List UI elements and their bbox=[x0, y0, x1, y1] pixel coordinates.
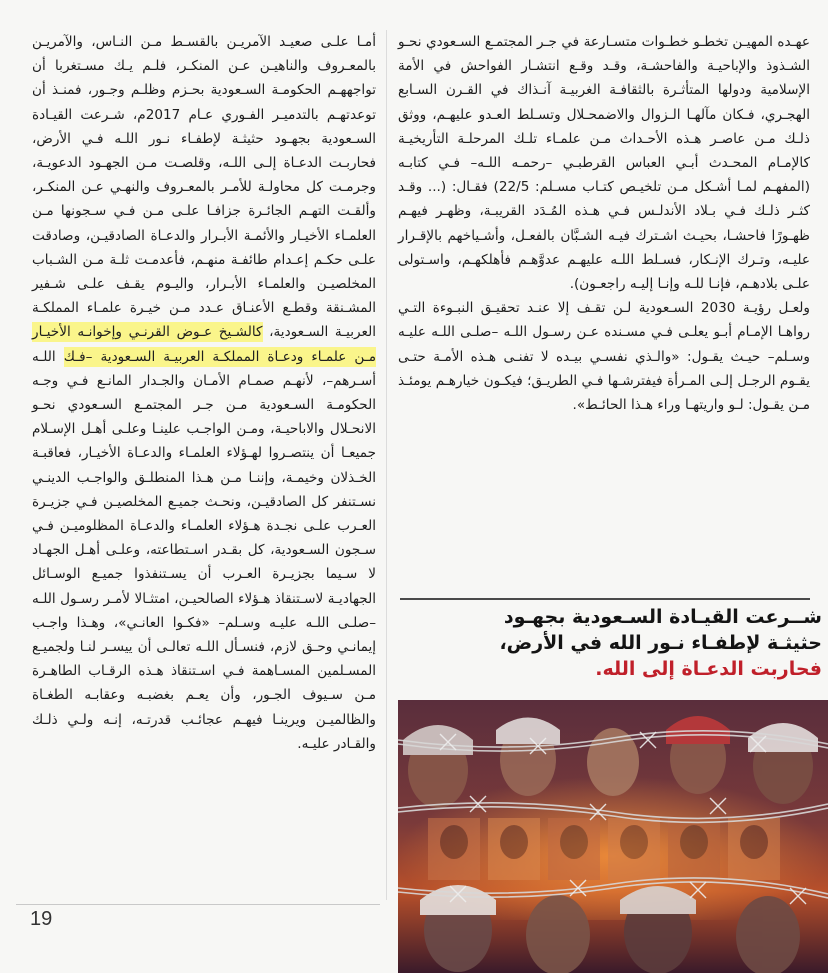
pull-quote bbox=[398, 604, 822, 682]
right-paragraph-2: ولعـل رؤيـة 2030 السـعودية لـن تقـف إلا عنـد تحقيـق النبـوءة التـي رواهـا الإمـام أبـو يعلـى فـي مسـنده عـن رسـول اللـه –صلـى اللـه عليـه وسـلم– حيـث يقـول: «والـذي نفسـي بيـده لا تفنـى هـذه الأمـة حتـى يقـوم الرجـل إلـى المـرأة فيفترشـها فـي الطريـق؛ فيكـون خيارهـم يومئـذ مـن يقـول: لـو واريتهـا وراء هـذا الحائـط». bbox=[398, 300, 810, 414]
left-text-before-highlight: أمـا علـى صعيـد الآمريـن بالقسـط مـن النـاس، والآمريـن بالمعـروف والناهيـن عـن المنكـر، فلـم يـك مسـتغربا أن تواجههـم الحكومـة السـعودية بحـزم وظلـم وجـور، فمنـذ أن توعدتهـم بالتدميـر الفـوري عـام 2017م، شـرعت القيـادة السـعودية بجهـود حثيثـة لإطفـاء نـور اللـه فـي الأرض، فحاربـت الدعـاة إلـى اللـه، وقلصـت مـن الجهـود الدعويـة، وجرمـت كل محاولـة للأمـر بالمعـروف والنهـي عـن المنكـر، وألقـت التهـم الجائـرة جزافـا علـى مـن فـي سـجونها مـن العلمـاء الأخيـار والأئمـة الأبـرار والدعـاة الصادقيـن، وصادقت علـى حكـم إعـدام طائفـة منهـم، فأعدمـت ثلـة مـن الشـباب المخلصيـن والعلمـاء الأبـرار، واليـوم يقـف علـى شـفير المشـنقة وقطـع الأعنـاق عـدد مـن خيـرة علمـاء المملكـة العربيـة السـعودية، bbox=[32, 34, 376, 341]
footer-rule bbox=[16, 904, 380, 905]
left-text-column bbox=[32, 30, 376, 756]
left-text-after-highlight: اللـه أسـرهم–، لأنهـم صمـام الأمـان والجـدار المانـع فـي وجـه الحكومـة السـعودية مـن جـر المجتمـع السـعودي نحـو الانحـلال والاباحيـة، ومـن الواجـب علينـا وعلـى أهـل الإسـلام جميعـا أن ينتصـروا لهـؤلاء العلمـاء والدعـاة الأخيـار، فعاقبـة الخـذلان وخيمـة، وإننـا مـن هـذا المنطلـق والواجـب الدينـي نسـتنفر كل الصادقيـن، ونحـث جميـع المخلصيـن فـي جزيـرة العـرب علـى نجـدة هـؤلاء العلمـاء والدعـاة المظلوميـن فـي سـجون السـعودية، كل بقـدر اسـتطاعته، وعلـى أهـل الجهـاد لا سـيما بجزيـرة العـرب أن يسـتنفذوا جميـع الوسـائل الجهاديـة لاسـتنقاذ هـؤلاء الصالحيـن، امتثـالا لأمـر رسـول اللـه –صلـى اللـه عليـه وسـلم– «فكـوا العانـي»، وهـذا واجـب إيمانـي وحـق لازم، فنسـأل اللـه تعالـى أن ييسـر لنـا ولجميـع المسـلمين المسـاهمة فـي اسـتنقاذ هـذه الرقـاب الطاهـرة مـن سـيوف الجـور، وأن يعـم بغضبـه وعقابـه الطغـاة والظالميـن ويرينـا فيهـم عجائـب قدرتـه، إنـه ولـي ذلـك والقـادر عليـه. bbox=[32, 348, 376, 752]
collage-illustration bbox=[398, 700, 828, 973]
right-text-column bbox=[398, 30, 810, 417]
prisoners-collage-image bbox=[398, 700, 828, 973]
column-divider bbox=[386, 30, 387, 900]
right-paragraph-1: عهـده المهيـن تخطـو خطـوات متسـارعة في جـر المجتمـع السـعودي نحـو الشـذوذ والإباحيـة والفاحشـة، وقـد وقـع انتشـار الفواحش في الأمة الإسلامية ودولها المتأثـرة بالثقافـة الغربيـة آنـذاك في القـرن السـابع الهجـري، فـكان مآلهـا الـزوال والاضمحـلال وتسـلط العـدو عليهـم، ووثق ذلـك مـن عاصـر هـذه الأحـداث مـن علمـاء تلـك المرحلـة التأريخيـة كالإمـام المحـدث أبـي العباس القرطبـي –رحمـه اللـه– فـي كتابـه (المفهـم لمـا أشـكل مـن تلخيـص كتـاب مسـلم: 22/5) فقـال: (... وقـد كثـر ذلـك فـي بـلاد الأندلـس فـي هـذه المُـدَد القريبـة، وظهـر فيهـم ظهـورًا فاحشـا، بحيـث اشـترك فيـه الشـبَّان بالفعـل، وأشـياخهم بالإقـرار عليـه، وتـرك الإنـكار، فسـلط اللـه عليهـم عدوَّهـم فأهلكهـم، واسـتولى علـى بلادهـم، فإنـا للـه وإنـا إليـه راجعـون). bbox=[398, 34, 811, 293]
pull-quote-line-2: حثيثـة لإطفـاء نـور الله في الأرض، bbox=[499, 632, 822, 654]
pull-quote-line-1: شــرعت القيـادة السـعودية بجهـود bbox=[503, 606, 822, 628]
page-number: 19 bbox=[30, 908, 53, 930]
pull-quote-rule bbox=[400, 598, 810, 600]
highlighted-text: كالشـيخ عـوض القرنـي وإخوانـه الأخيـار مـن علمـاء ودعـاة المملكـة العربيـة السـعودية –فـك bbox=[32, 324, 377, 365]
left-paragraph bbox=[32, 30, 376, 756]
pull-quote-line-3: فحاربت الدعـاة إلى الله. bbox=[595, 658, 822, 680]
